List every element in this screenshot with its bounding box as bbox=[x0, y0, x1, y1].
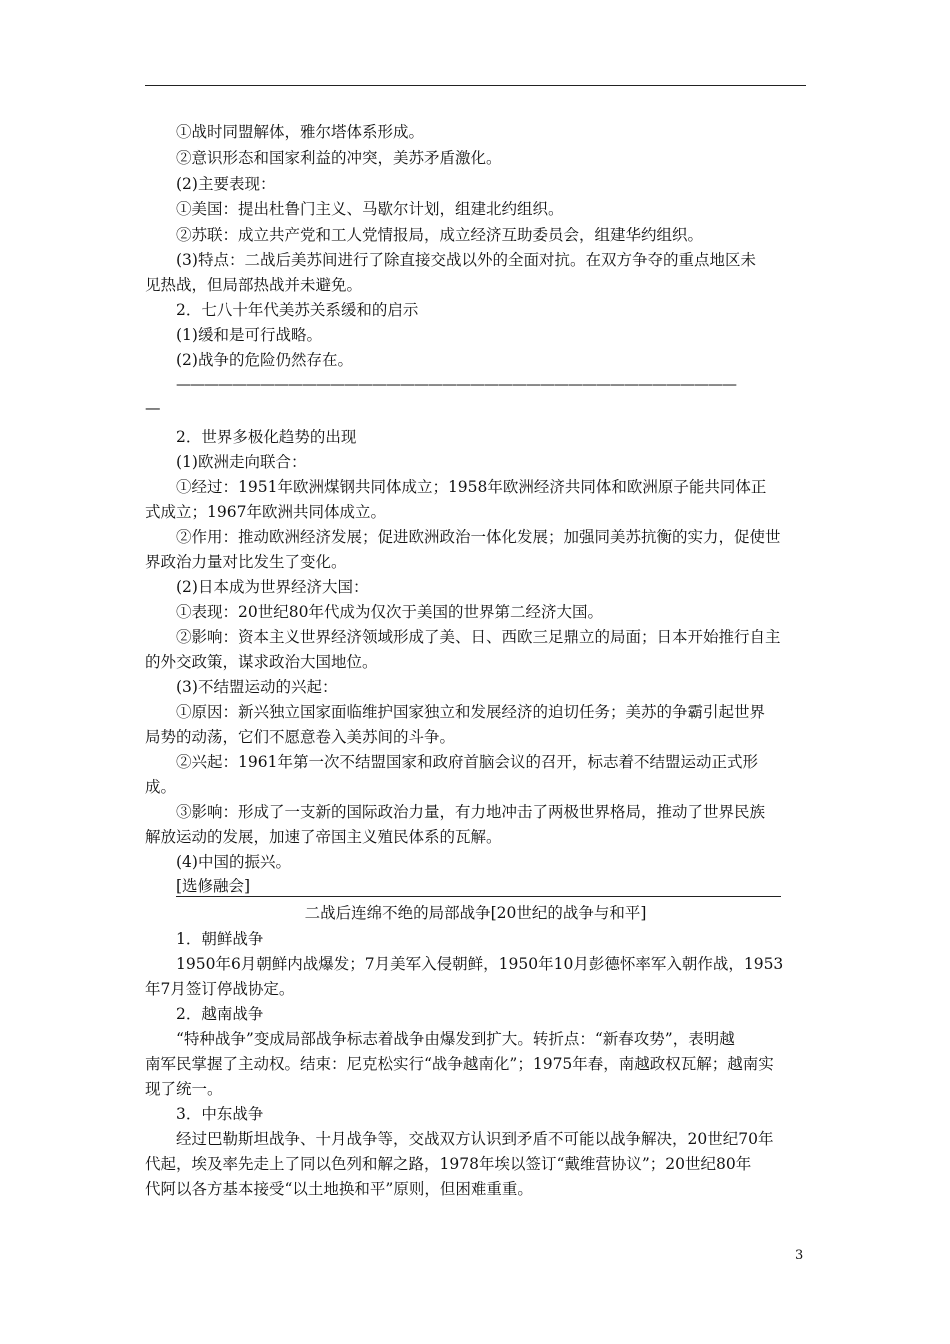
text-line: (4)中国的振兴。 bbox=[176, 853, 291, 871]
text-line: ②苏联：成立共产党和工人党情报局，成立经济互助委员会，组建华约组织。 bbox=[176, 226, 704, 244]
text-line: “特种战争”变成局部战争标志着战争由爆发到扩大。转折点：“新春攻势”，表明越 bbox=[176, 1030, 735, 1048]
text-line: ②作用：推动欧洲经济发展；促进欧洲政治一体化发展；加强同美苏抗衡的实力，促使世 bbox=[176, 528, 781, 546]
text-line: 代起，埃及率先走上了同以色列和解之路，1978年埃以签订“戴维营协议”；20世纪80年 bbox=[145, 1155, 752, 1173]
text-line: 1950年6月朝鲜内战爆发；7月美军入侵朝鲜，1950年10月彭德怀率军入朝作战，1953 bbox=[176, 955, 784, 973]
text-line: 成。 bbox=[145, 778, 177, 796]
text-line: 2．越南战争 bbox=[176, 1005, 264, 1023]
text-line: 局势的动荡，它们不愿意卷入美苏间的斗争。 bbox=[145, 728, 456, 746]
text-line: (3)不结盟运动的兴起： bbox=[176, 678, 338, 696]
text-line: (2)日本成为世界经济大国： bbox=[176, 578, 369, 596]
text-line: ②意识形态和国家利益的冲突，美苏矛盾激化。 bbox=[176, 149, 502, 167]
text-line: (2)主要表现： bbox=[176, 175, 276, 193]
text-line: 式成立；1967年欧洲共同体成立。 bbox=[145, 503, 386, 521]
text-line: 年7月签订停战协定。 bbox=[145, 980, 295, 998]
text-line: 界政治力量对比发生了变化。 bbox=[145, 553, 347, 571]
text-line: 3．中东战争 bbox=[176, 1105, 264, 1123]
text-line: ②兴起：1961年第一次不结盟国家和政府首脑会议的召开，标志着不结盟运动正式形 bbox=[176, 753, 758, 771]
header-rule bbox=[145, 85, 806, 86]
text-line: 解放运动的发展，加速了帝国主义殖民体系的瓦解。 bbox=[145, 828, 502, 846]
section-label: [选修融会] bbox=[176, 877, 251, 895]
section-title: 二战后连绵不绝的局部战争[20世纪的战争与和平] bbox=[304, 904, 647, 922]
separator-dashes: ———————————————————————————————————————— bbox=[176, 375, 736, 393]
text-line: 经过巴勒斯坦战争、十月战争等，交战双方认识到矛盾不可能以战争解决，20世纪70年 bbox=[176, 1130, 774, 1148]
section-header bbox=[176, 874, 781, 897]
text-line: ②影响：资本主义世界经济领域形成了美、日、西欧三足鼎立的局面；日本开始推行自主 bbox=[176, 628, 781, 646]
text-line: (2)战争的危险仍然存在。 bbox=[176, 351, 353, 369]
text-line: 2．世界多极化趋势的出现 bbox=[176, 428, 357, 446]
text-line: 的外交政策，谋求政治大国地位。 bbox=[145, 653, 378, 671]
text-line: 见热战，但局部热战并未避免。 bbox=[145, 276, 363, 294]
text-line: ①原因：新兴独立国家面临维护国家独立和发展经济的迫切任务；美苏的争霸引起世界 bbox=[176, 703, 766, 721]
text-line: 南军民掌握了主动权。结束：尼克松实行“战争越南化”；1975年春，南越政权瓦解；越南实 bbox=[145, 1055, 774, 1073]
text-line: ③影响：形成了一支新的国际政治力量，有力地冲击了两极世界格局，推动了世界民族 bbox=[176, 803, 766, 821]
text-line: (1)缓和是可行战略。 bbox=[176, 326, 322, 344]
text-line: 1．朝鲜战争 bbox=[176, 930, 264, 948]
text-line: ①经过：1951年欧洲煤钢共同体成立；1958年欧洲经济共同体和欧洲原子能共同体正 bbox=[176, 478, 767, 496]
page-number: 3 bbox=[795, 1248, 804, 1263]
text-line: ①战时同盟解体，雅尔塔体系形成。 bbox=[176, 123, 425, 141]
text-line: (1)欧洲走向联合： bbox=[176, 453, 307, 471]
text-line: 代阿以各方基本接受“以土地换和平”原则，但困难重重。 bbox=[145, 1180, 533, 1198]
text-line: ①表现：20世纪80年代成为仅次于美国的世界第二经济大国。 bbox=[176, 603, 603, 621]
text-line: (3)特点：二战后美苏间进行了除直接交战以外的全面对抗。在双方争夺的重点地区未 bbox=[176, 251, 756, 269]
text-line: ①美国：提出杜鲁门主义、马歇尔计划，组建北约组织。 bbox=[176, 200, 564, 218]
text-line: 现了统一。 bbox=[145, 1080, 223, 1098]
text-line: 2．七八十年代美苏关系缓和的启示 bbox=[176, 301, 419, 319]
separator-dashes: — bbox=[145, 399, 161, 417]
